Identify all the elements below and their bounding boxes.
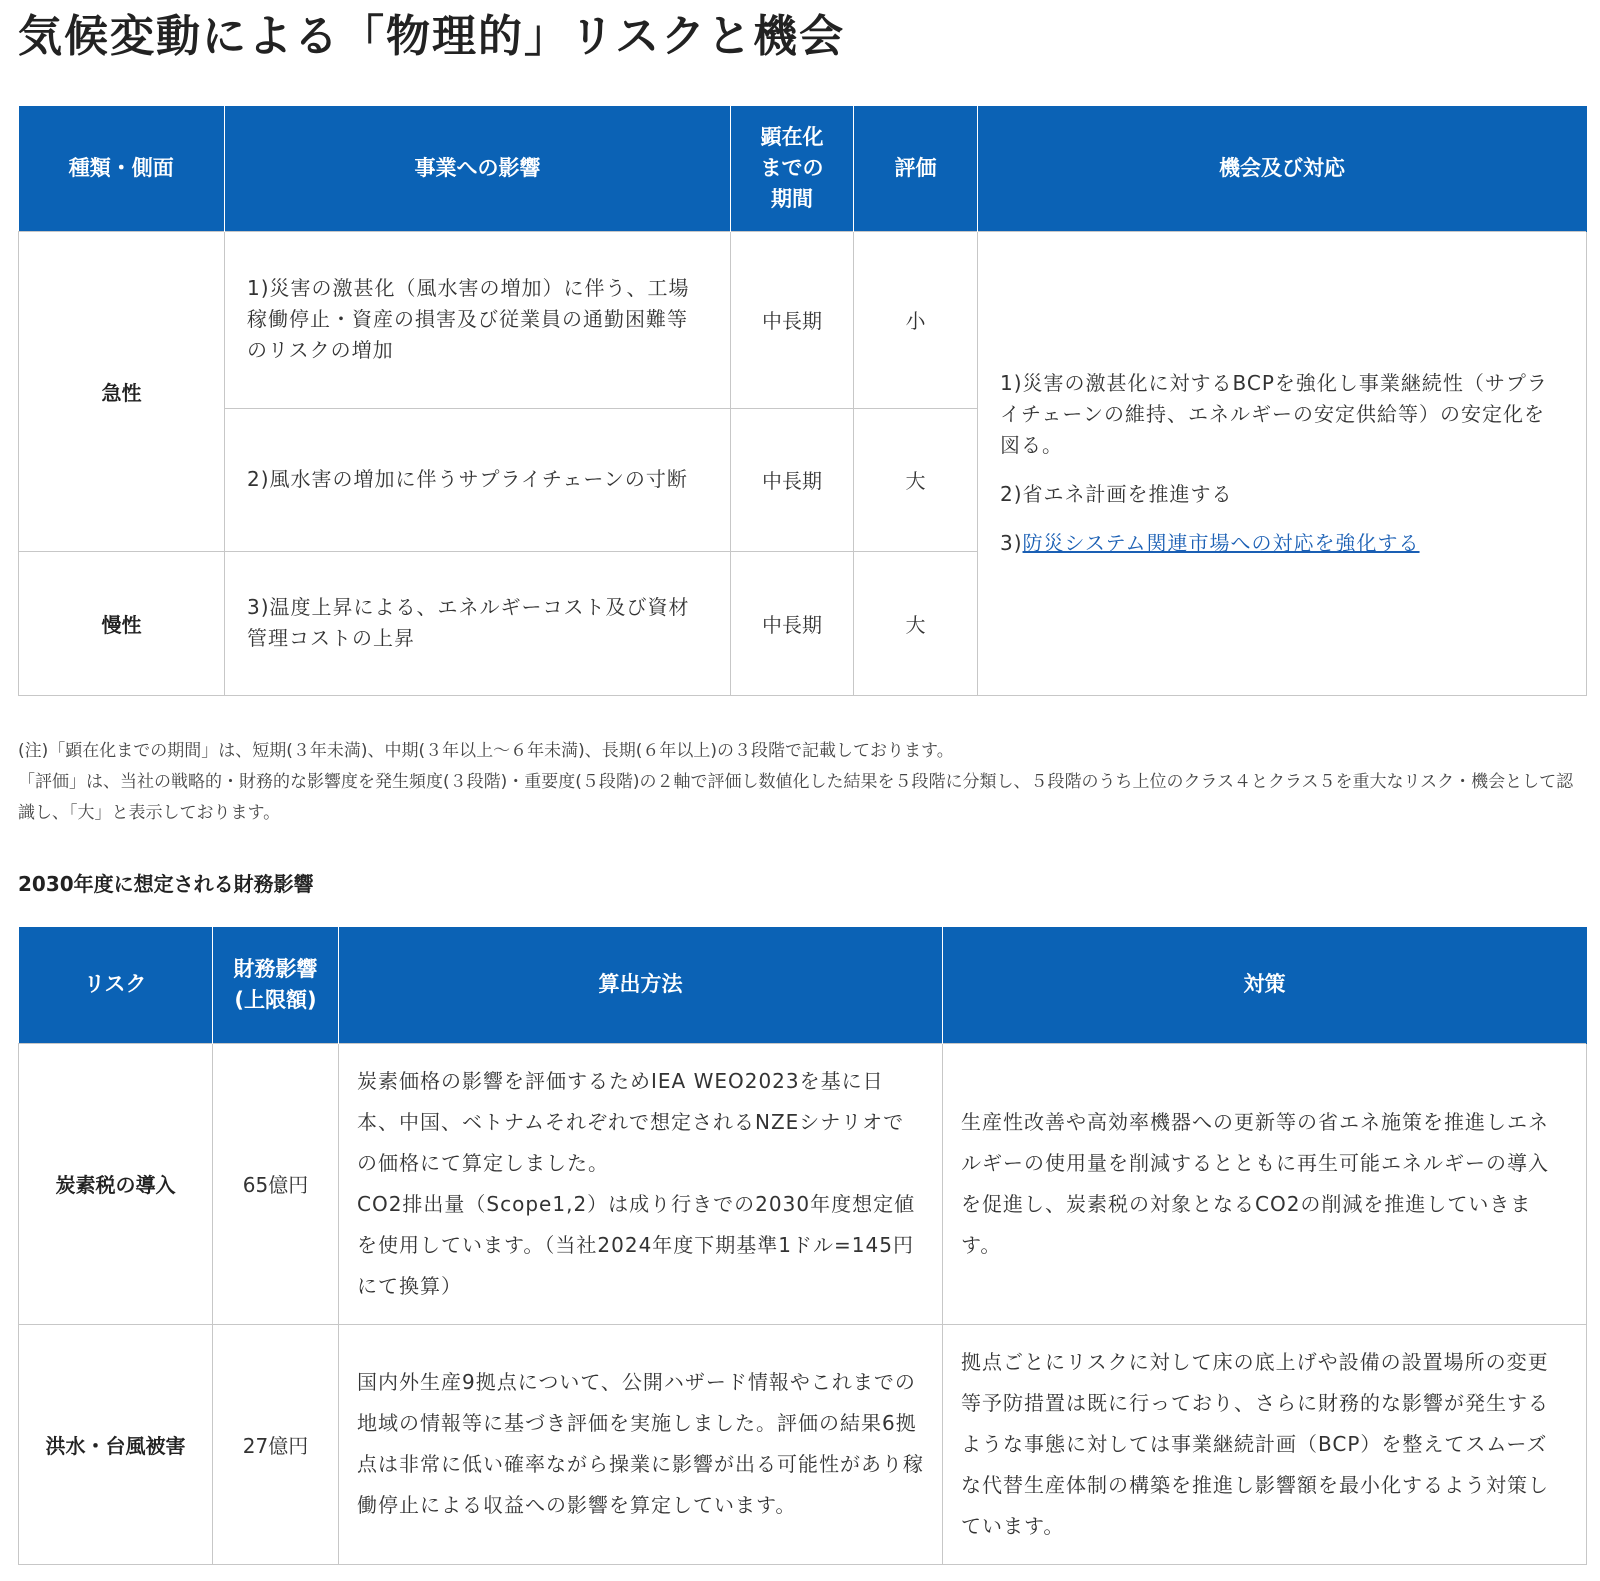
disaster-prevention-market-link[interactable]: 防災システム関連市場への対応を強化する — [1022, 530, 1420, 555]
header-rating: 評価 — [854, 106, 978, 231]
note-period: (注)「顕在化までの期間」は、短期(３年未満)、中期(３年以上〜６年未満)、長期(６年以上)の３段階で記載しております。 — [18, 741, 954, 761]
risk-cell: 洪水・台風被害 — [19, 1324, 213, 1564]
impact-cell: 1)災害の激甚化（風水害の増加）に伴う、工場稼働停止・資産の損害及び従業員の通勤困難等のリスクの増加 — [225, 231, 731, 408]
table-row — [19, 231, 1587, 408]
opportunity-item-3-prefix: 3) — [1000, 530, 1023, 555]
period-cell: 中長期 — [731, 551, 854, 695]
note-rating: 「評価」は、当社の戦略的・財務的な影響度を発生頻度(３段階)・重要度(５段階)の２軸で評価し数値化した結果を５段階に分類し、５段階のうち上位のクラス４とクラス５を重大なリスク・機会として認識し、「大」と表示しております。 — [18, 772, 1574, 823]
header-impact: 事業への影響 — [225, 106, 731, 231]
table-row — [19, 1324, 1587, 1564]
rating-cell: 大 — [854, 551, 978, 695]
method-cell — [339, 1043, 943, 1324]
header-financial-impact-line2: (上限額) — [234, 987, 317, 1012]
opportunity-item-1: 1)災害の激甚化に対するBCPを強化し事業継続性（サプライチェーンの維持、エネルギーの安定供給等）の安定化を図る。 — [1000, 370, 1548, 457]
opportunity-item-2: 2)省エネ計画を推進する — [1000, 481, 1233, 506]
rating-cell: 大 — [854, 408, 978, 551]
amount-cell: 65億円 — [213, 1043, 339, 1324]
header-period-line2: までの — [760, 155, 824, 180]
financial-impact-heading: 2030年度に想定される財務影響 — [18, 872, 314, 896]
header-period — [731, 106, 854, 231]
measures-cell: 拠点ごとにリスクに対して床の底上げや設備の設置場所の変更等予防措置は既に行っており、さらに財務的な影響が発生するような事態に対しては事業継続計画（BCP）を整えてスムーズな代替生産体制の構築を推進し影響額を最小化するよう対策しています。 — [943, 1324, 1587, 1564]
group-chronic: 慢性 — [19, 551, 225, 695]
header-method: 算出方法 — [339, 927, 943, 1043]
table-notes — [18, 736, 1588, 829]
header-risk: リスク — [19, 927, 213, 1043]
table-header-row — [19, 106, 1587, 231]
impact-cell: 3)温度上昇による、エネルギーコスト及び資材管理コストの上昇 — [225, 551, 731, 695]
header-measures: 対策 — [943, 927, 1587, 1043]
header-opportunity: 機会及び対応 — [978, 106, 1587, 231]
measures-cell: 生産性改善や高効率機器への更新等の省エネ施策を推進しエネルギーの使用量を削減するとともに再生可能エネルギーの導入を促進し、炭素税の対象となるCO2の削減を推進していきます。 — [943, 1043, 1587, 1324]
method-text-1: 炭素価格の影響を評価するためIEA WEO2023を基に日本、中国、ベトナムそれぞれで想定されるNZEシナリオでの価格にて算定しました。 — [357, 1068, 905, 1175]
page-title: 気候変動による「物理的」リスクと機会 — [18, 11, 846, 62]
method-cell: 国内外生産9拠点について、公開ハザード情報やこれまでの地域の情報等に基づき評価を実施しました。評価の結果6拠点は非常に低い確率ながら操業に影響が出る可能性があり稼働停止による収益への影響を算定しています。 — [339, 1324, 943, 1564]
rating-cell: 小 — [854, 231, 978, 408]
header-period-line3: 期間 — [771, 186, 813, 211]
header-financial-impact — [213, 927, 339, 1043]
amount-cell: 27億円 — [213, 1324, 339, 1564]
method-text-2: CO2排出量（Scope1,2）は成り行きでの2030年度想定値を使用しています。（当社2024年度下期基準1ドル=145円にて換算） — [357, 1191, 916, 1298]
risk-cell: 炭素税の導入 — [19, 1043, 213, 1324]
header-type: 種類・側面 — [19, 106, 225, 231]
period-cell: 中長期 — [731, 231, 854, 408]
header-period-line1: 顕在化 — [760, 124, 824, 149]
financial-impact-table — [18, 927, 1587, 1565]
table-header-row — [19, 927, 1587, 1043]
physical-risk-table — [18, 106, 1587, 696]
period-cell: 中長期 — [731, 408, 854, 551]
impact-cell: 2)風水害の増加に伴うサプライチェーンの寸断 — [225, 408, 731, 551]
opportunity-cell — [978, 231, 1587, 695]
group-acute: 急性 — [19, 231, 225, 551]
opportunity-item-3 — [1000, 528, 1564, 559]
table-row — [19, 1043, 1587, 1324]
header-financial-impact-line1: 財務影響 — [233, 956, 318, 981]
